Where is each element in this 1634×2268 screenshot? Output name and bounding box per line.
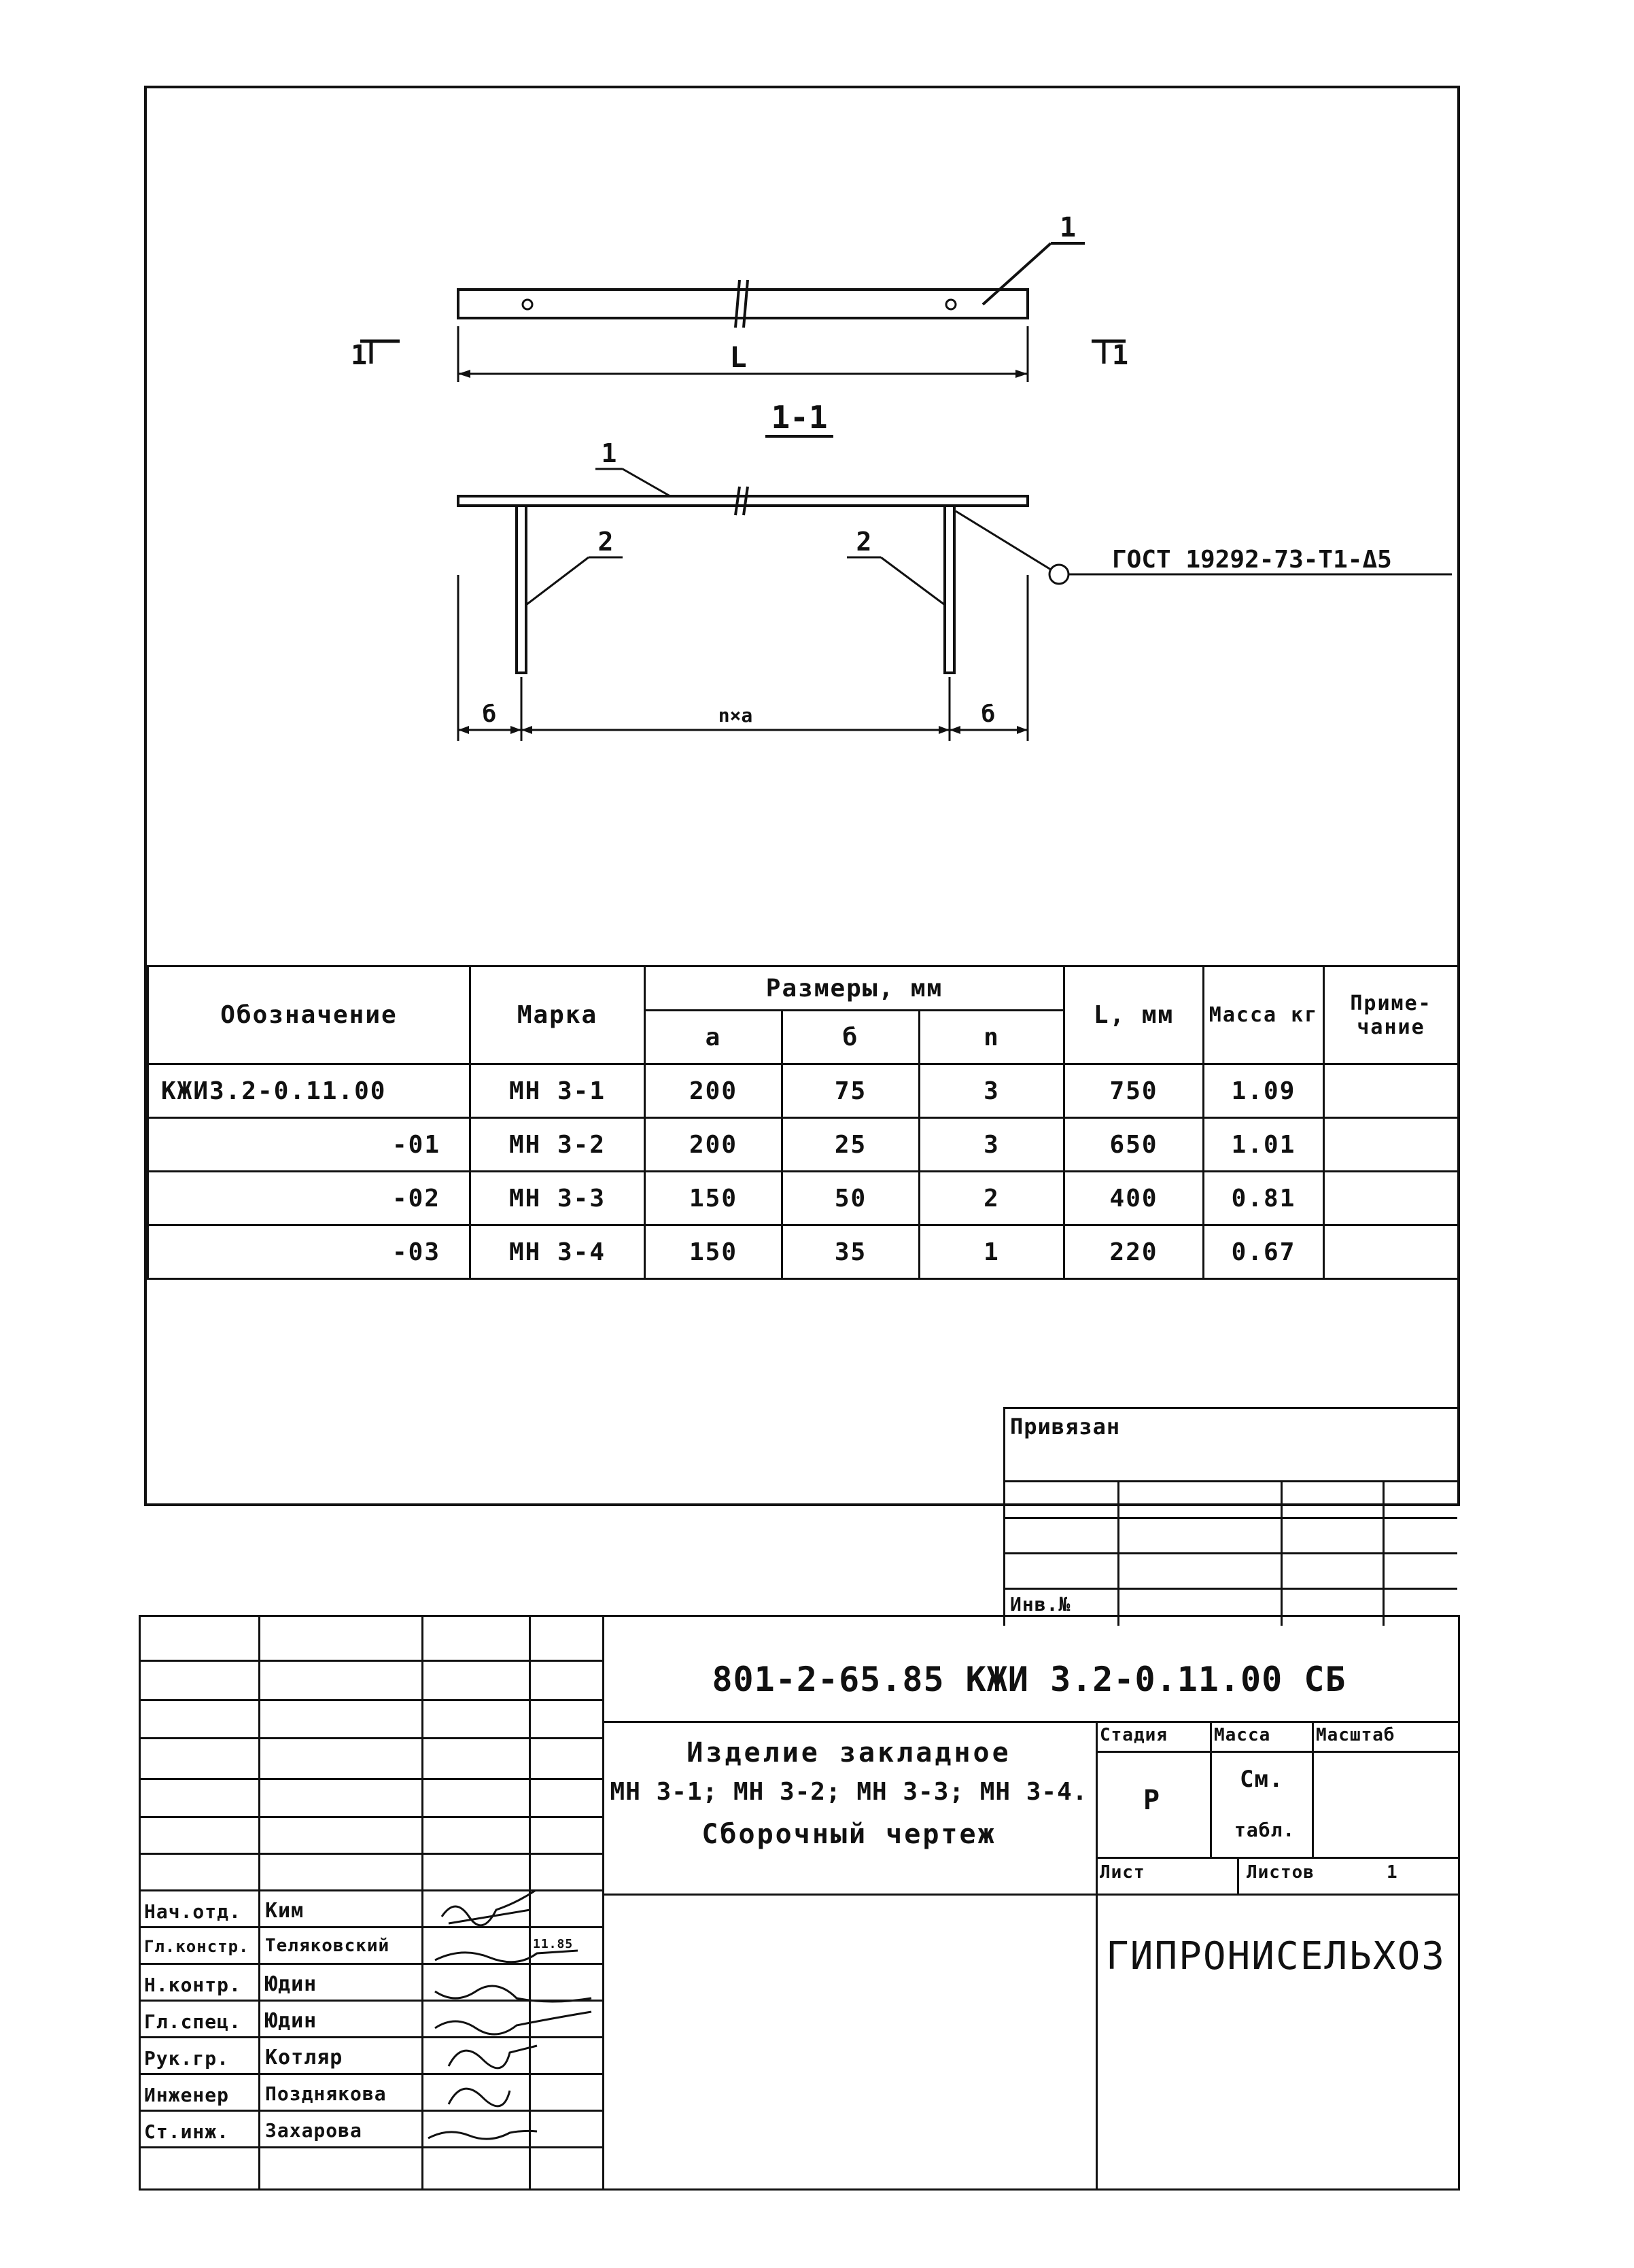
cell-mark: МН 3-3 — [470, 1172, 645, 1225]
break-mark — [735, 487, 740, 515]
section-title: 1-1 — [771, 399, 828, 436]
callout-leader — [623, 469, 670, 496]
staff-name: Теляковский — [265, 1936, 390, 1956]
staff-name: Юдин — [265, 1972, 317, 1996]
header-n: n — [920, 1011, 1064, 1064]
sheet-label: Лист — [1100, 1862, 1145, 1883]
cell-a: 200 — [645, 1064, 782, 1118]
header-a: a — [645, 1011, 782, 1064]
cell-note — [1324, 1118, 1459, 1172]
cell-designation: -02 — [148, 1172, 470, 1225]
cell-n: 3 — [920, 1064, 1064, 1118]
callout-leader — [881, 557, 945, 605]
product-name-line3: Сборочный чертеж — [701, 1819, 996, 1850]
callout-plate-label: 1 — [601, 438, 617, 468]
header-sizes: Размеры, мм — [645, 966, 1064, 1011]
callout-1-label: 1 — [1059, 212, 1077, 243]
staff-role: Нач.отд. — [144, 1900, 241, 1923]
cell-mass: 1.09 — [1204, 1064, 1324, 1118]
cell-mark: МН 3-2 — [470, 1118, 645, 1172]
callout-right-bar-label: 2 — [856, 527, 872, 557]
cell-n: 3 — [920, 1118, 1064, 1172]
weld-leader — [956, 511, 1051, 570]
stage-value: Р — [1143, 1785, 1161, 1816]
sheets-value: 1 — [1387, 1862, 1398, 1883]
cell-a: 150 — [645, 1172, 782, 1225]
section-mark-right: 1 — [1112, 340, 1129, 371]
hole-mark — [523, 300, 532, 309]
staff-role: Рук.гр. — [144, 2047, 230, 2070]
cell-mass: 0.67 — [1204, 1225, 1324, 1279]
staff-role: Гл.констр. — [144, 1937, 249, 1956]
staff-name: Захарова — [265, 2119, 362, 2142]
cell-L: 750 — [1064, 1064, 1204, 1118]
header-designation: Обозначение — [148, 966, 470, 1064]
anchor-bar-left — [517, 506, 526, 673]
weld-note: ГОСТ 19292-73-Т1-Δ5 — [1112, 546, 1392, 574]
plate-section — [458, 496, 1028, 506]
cell-L: 220 — [1064, 1225, 1204, 1279]
cell-note — [1324, 1064, 1459, 1118]
spec-table — [147, 965, 1459, 1280]
cell-L: 650 — [1064, 1118, 1204, 1172]
cell-mass: 0.81 — [1204, 1172, 1324, 1225]
staff-name: Юдин — [265, 2009, 317, 2033]
signature-mark — [449, 2089, 510, 2106]
cell-b: 35 — [782, 1225, 920, 1279]
staff-role: Инженер — [144, 2084, 230, 2106]
cell-b: 75 — [782, 1064, 920, 1118]
signatures — [421, 1889, 605, 2188]
binding-block — [1003, 1407, 1457, 1626]
signature-mark — [435, 1951, 578, 1962]
break-mark — [744, 487, 748, 515]
hole-mark — [946, 300, 956, 309]
cell-L: 400 — [1064, 1172, 1204, 1225]
cell-mark: МН 3-4 — [470, 1225, 645, 1279]
header-mark: Марка — [470, 966, 645, 1064]
header-L: L, мм — [1064, 966, 1204, 1064]
signature-mark — [435, 2012, 591, 2034]
date-mark: 11.85 — [533, 1937, 574, 1951]
scale-header: Масштаб — [1316, 1725, 1395, 1745]
staff-name: Ким — [265, 1899, 305, 1923]
staff-name: Позднякова — [265, 2082, 387, 2105]
dim-left-label: б — [482, 701, 497, 728]
table-row — [148, 1064, 1459, 1118]
header-mass: Масса кг — [1204, 966, 1324, 1064]
assembly-drawing — [147, 88, 1457, 965]
binding-title: Привязан — [1010, 1414, 1121, 1440]
cell-mass: 1.01 — [1204, 1118, 1324, 1172]
cell-note — [1324, 1225, 1459, 1279]
mass-value-1: См. — [1240, 1766, 1284, 1793]
title-block — [139, 1615, 1460, 2190]
cell-mark: МН 3-1 — [470, 1064, 645, 1118]
staff-name: Котляр — [265, 2046, 343, 2070]
break-mark — [744, 280, 748, 328]
section-view — [458, 399, 1452, 741]
break-mark — [735, 280, 740, 328]
plate-top-view — [458, 290, 1028, 318]
dim-right-label: б — [981, 701, 996, 728]
cell-n: 1 — [920, 1225, 1064, 1279]
signature-mark — [449, 2046, 537, 2068]
organization-name: ГИПРОНИСЕЛЬХОЗ — [1105, 1934, 1446, 1978]
signature-mark — [442, 1889, 537, 1925]
staff-role: Н.контр. — [144, 1974, 241, 1996]
table-row — [148, 1118, 1459, 1172]
callout-leader — [526, 557, 589, 605]
dim-middle-label: n×a — [718, 704, 753, 727]
cell-note — [1324, 1172, 1459, 1225]
weld-symbol — [1049, 565, 1068, 584]
staff-role: Ст.инж. — [144, 2121, 230, 2143]
drawing-code: 801-2-65.85 КЖИ 3.2-0.11.00 СБ — [712, 1660, 1346, 1699]
callout-leader — [983, 243, 1051, 304]
sheets-label: Листов — [1247, 1862, 1315, 1883]
cell-designation: -03 — [148, 1225, 470, 1279]
cell-b: 25 — [782, 1118, 920, 1172]
signature-mark — [428, 2131, 537, 2139]
header-b: б — [782, 1011, 920, 1064]
cell-designation: -01 — [148, 1118, 470, 1172]
staff-role: Гл.спец. — [144, 2010, 241, 2033]
anchor-bar-right — [945, 506, 954, 673]
product-name-line1: Изделие закладное — [686, 1737, 1011, 1768]
mass-value-2: табл. — [1234, 1819, 1296, 1841]
cell-b: 50 — [782, 1172, 920, 1225]
callout-left-bar-label: 2 — [597, 527, 614, 557]
header-note: Приме-чание — [1324, 966, 1459, 1064]
table-row — [148, 1172, 1459, 1225]
top-view — [351, 212, 1128, 382]
stage-header: Стадия — [1100, 1725, 1168, 1745]
signature-mark — [435, 1986, 591, 2002]
cell-n: 2 — [920, 1172, 1064, 1225]
mass-header: Масса — [1214, 1725, 1271, 1745]
product-name-line2: МН 3-1; МН 3-2; МН 3-3; МН 3-4. — [610, 1778, 1088, 1806]
table-row — [148, 1225, 1459, 1279]
drawing-sheet — [144, 86, 1460, 1616]
cell-designation: КЖИ3.2-0.11.00 — [148, 1064, 470, 1118]
cell-a: 150 — [645, 1225, 782, 1279]
cell-a: 200 — [645, 1118, 782, 1172]
section-mark-left: 1 — [351, 340, 368, 371]
dim-L-label: L — [729, 341, 747, 374]
inv-label: Инв.№ — [1010, 1593, 1071, 1616]
